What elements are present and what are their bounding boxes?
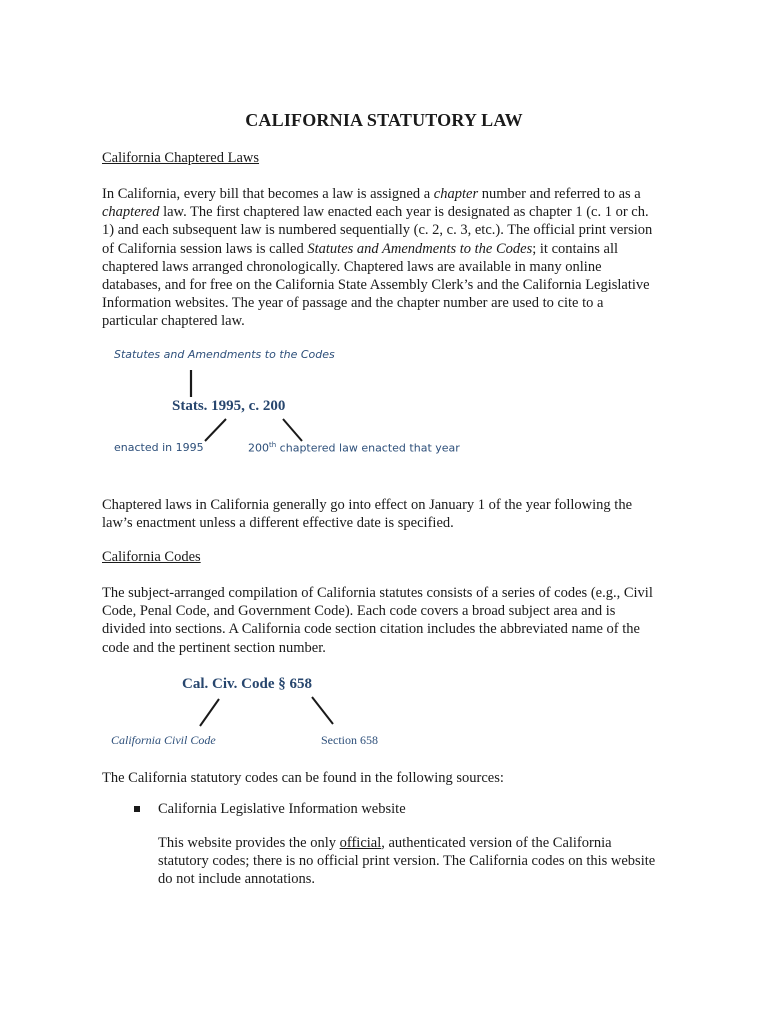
diagram-citation: Stats. 1995, c. 200 xyxy=(172,398,286,414)
diagram-left-label: enacted in 1995 xyxy=(114,441,204,454)
document-title: CALIFORNIA STATUTORY LAW xyxy=(245,110,523,130)
para-line: This website provides the only official, authenticated version of the California xyxy=(158,835,612,851)
bullet-marker xyxy=(134,806,140,812)
paragraph-effective-date xyxy=(102,496,677,532)
para-line: of California session laws is called Statutes and Amendments to the Codes; it contains all xyxy=(102,240,619,257)
para-line: In California, every bill that becomes a law is assigned a chapter number and referred to as a xyxy=(102,186,641,202)
heading-california-codes: California Codes xyxy=(102,549,201,565)
connector-code-to-name xyxy=(200,699,219,726)
para-line: Information websites. The year of passage and the chapter number are used to cite to a xyxy=(102,295,604,312)
para-line: 1) and each subsequent law is numbered sequentially (c. 2, c. 3, etc.). The official print version xyxy=(102,222,653,239)
para-line: Code, Penal Code, and Government Code). Each code covers a broad subject area and is xyxy=(102,603,616,620)
diagram-right-label: 200th chaptered law enacted that year xyxy=(248,441,460,455)
diagram-source-label: Statutes and Amendments to the Codes xyxy=(114,348,335,361)
connector-citation-to-chapter xyxy=(283,419,302,441)
paragraph-chaptered-laws xyxy=(102,185,677,331)
para-line: do not include annotations. xyxy=(158,871,316,888)
paragraph-sources-intro xyxy=(102,769,677,787)
diagram-code-citation: Cal. Civ. Code § 658 xyxy=(182,676,313,692)
para-line: chaptered law. The first chaptered law enacted each year is designated as chapter 1 (c. 1 or ch. xyxy=(102,204,649,221)
para-line: law’s enactment unless a different effective date is specified. xyxy=(102,515,454,532)
para-line: divided into sections. A California code section citation includes the abbreviated name of the xyxy=(102,621,640,638)
para-line: The California statutory codes can be found in the following sources: xyxy=(102,770,504,786)
para-line: chaptered laws arranged chronologically. Chaptered laws are available in many online xyxy=(102,258,602,275)
para-line: Chaptered laws in California generally go into effect on January 1 of the year following the xyxy=(102,497,633,513)
para-line: statutory codes; there is no official print version. The California codes on this website xyxy=(158,853,656,870)
para-line: databases, and for free on the California State Assembly Clerk’s and the California Legislative xyxy=(102,277,650,294)
diagram-code-right-label: Section 658 xyxy=(321,733,378,747)
connector-code-to-section xyxy=(312,697,333,724)
connector-citation-to-year xyxy=(205,419,226,441)
para-line: code and the pertinent section number. xyxy=(102,639,326,656)
para-line: The subject-arranged compilation of California statutes consists of a series of codes (e.g., Civil xyxy=(102,585,653,601)
paragraph-legislative-website xyxy=(158,834,698,889)
diagram-code-left-label: California Civil Code xyxy=(111,733,216,747)
paragraph-california-codes xyxy=(102,584,677,657)
bullet-item-label: California Legislative Information website xyxy=(158,801,406,817)
para-line: particular chaptered law. xyxy=(102,313,245,330)
heading-chaptered-laws: California Chaptered Laws xyxy=(102,150,260,166)
